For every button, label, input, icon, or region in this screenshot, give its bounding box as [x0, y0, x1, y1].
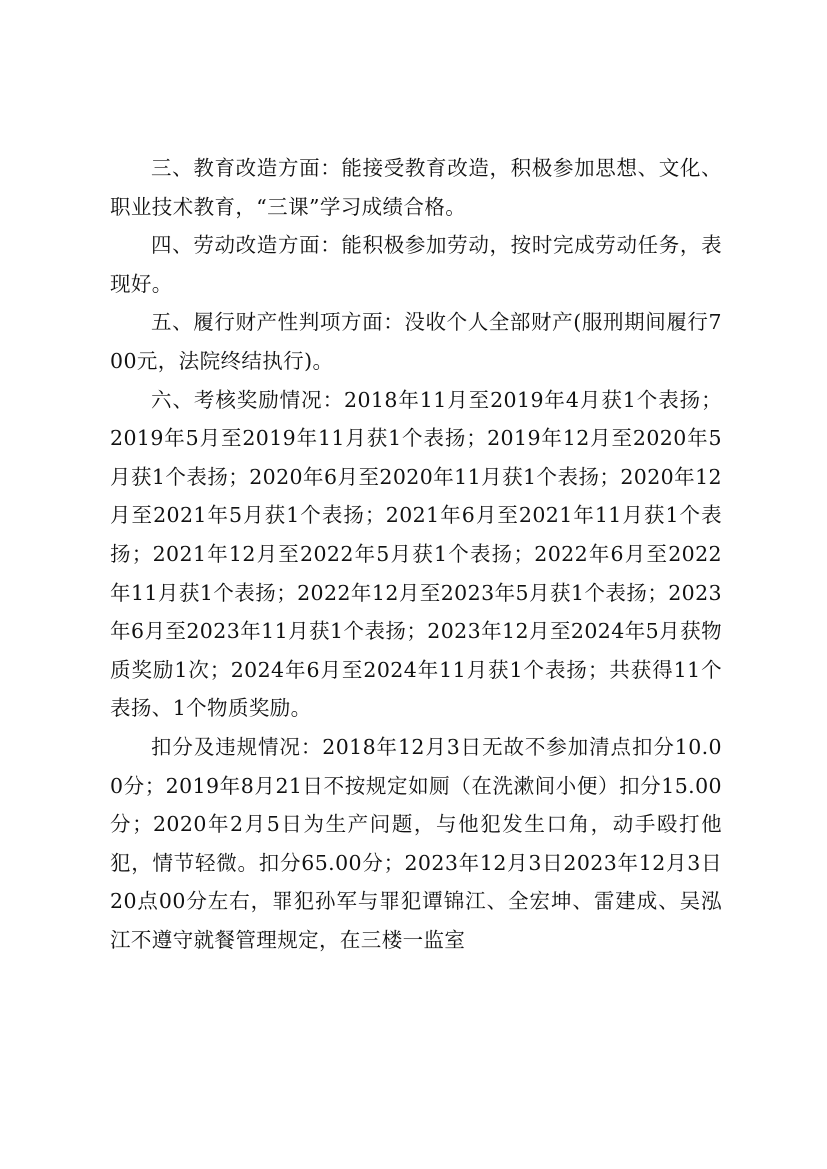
paragraph-labor-reform: 四、劳动改造方面：能积极参加劳动，按时完成劳动任务，表现好。: [110, 233, 722, 296]
paragraph-rewards: 六、考核奖励情况：2018年11月至2019年4月获1个表扬；2019年5月至2019年11月获1个表扬；2019年12月至2020年5月获1个表扬；2020年6月至2020年11月获1个表扬；2020年12月至2021年5月获1个表扬；2021年6月至2021年11月获1个表扬；2021年12月至2022年5月获1个表扬；2022年6月至2022年11月获1个表扬；2022年12月至2023年5月获1个表扬；2023年6月至2023年11月获1个表扬；2023年12月至2024年5月获物质奖励1次；2024年6月至2024年11月获1个表扬；共获得11个表扬、1个物质奖励。: [110, 387, 722, 721]
paragraph-education-reform: 三、教育改造方面：能接受教育改造，积极参加思想、文化、职业技术教育，“三课”学习成绩合格。: [110, 156, 722, 219]
paragraph-property-judgment: 五、履行财产性判项方面：没收个人全部财产(服刑期间履行700元，法院终结执行)。: [110, 310, 722, 373]
paragraph-deductions-violations: 扣分及违规情况：2018年12月3日无故不参加清点扣分10.00分；2019年8月21日不按规定如厕（在洗漱间小便）扣分15.00分；2020年2月5日为生产问题，与他犯发生口角，动手殴打他犯，情节轻微。扣分65.00分；2023年12月3日2023年12月3日20点00分左右，罪犯孙军与罪犯谭锦江、全宏坤、雷建成、吴泓江不遵守就餐管理规定，在三楼一监室: [110, 734, 722, 952]
document-body: [110, 149, 722, 959]
